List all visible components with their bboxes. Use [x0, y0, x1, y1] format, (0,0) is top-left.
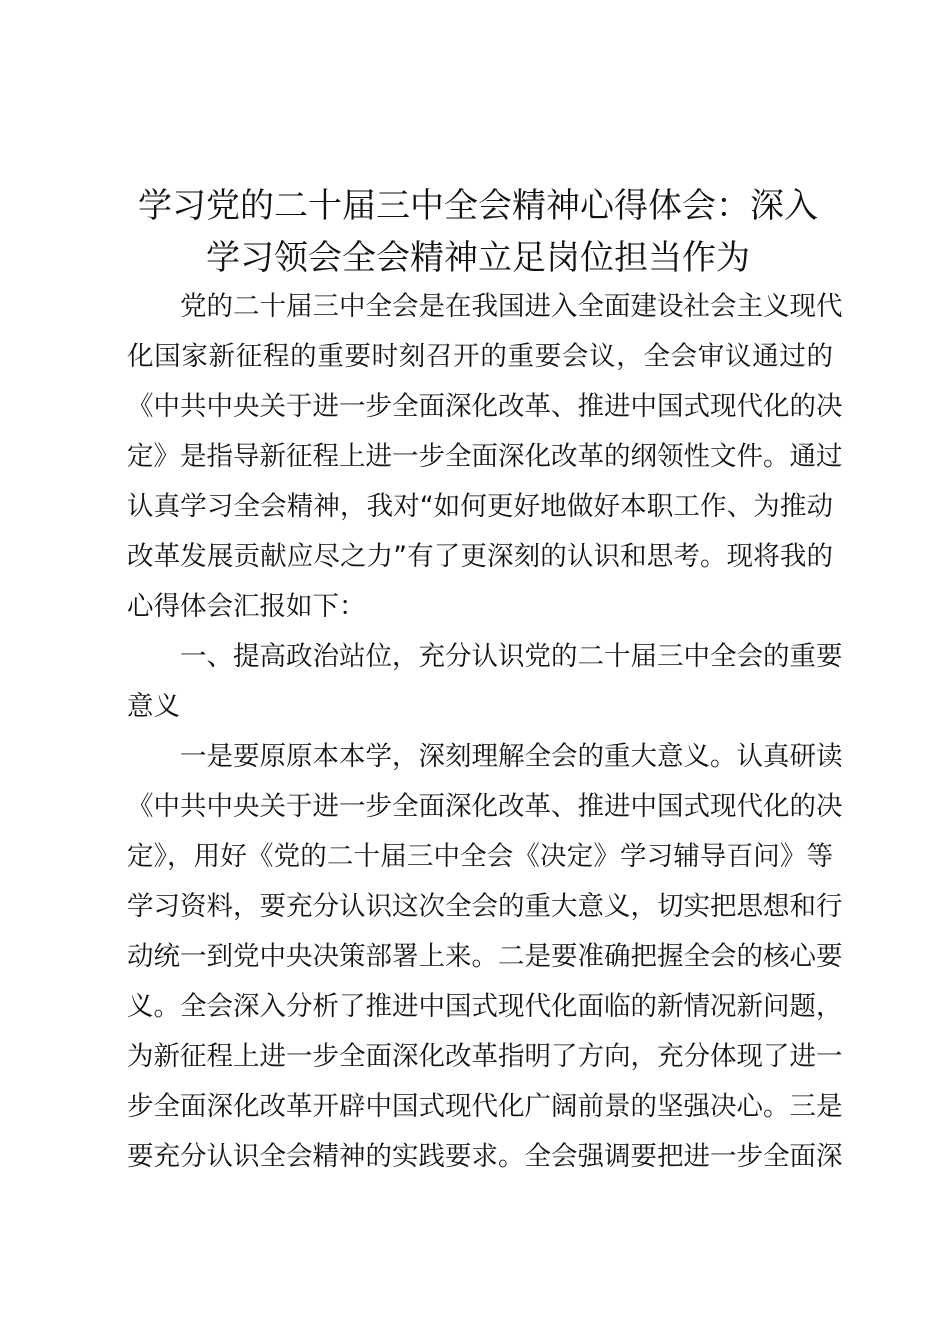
body-line-12: 定》，用好《党的二十届三中全会《决定》学习辅导百问》等: [127, 841, 833, 872]
body-line-14: 动统一到党中央决策部署上来。二是要准确把握全会的核心要: [127, 941, 843, 972]
body-line-10: 一是要原原本本学，深刻理解全会的重大意义。认真研读: [180, 741, 843, 772]
body-line-15: 义。全会深入分析了推进中国式现代化面临的新情况新问题，: [127, 991, 843, 1022]
body-line-6: 改革发展贡献应尽之力”有了更深刻的认识和思考。现将我的: [127, 541, 833, 572]
body-line-11: 《中共中央关于进一步全面深化改革、推进中国式现代化的决: [127, 791, 843, 822]
body-line-18: 要充分认识全会精神的实践要求。全会强调要把进一步全面深: [127, 1141, 843, 1172]
body-line-4: 定》是指导新征程上进一步全面深化改革的纲领性文件。通过: [127, 441, 843, 472]
body-line-7: 心得体会汇报如下：: [127, 591, 366, 622]
title-line-1: 学习党的二十届三中全会精神心得体会：深入: [138, 186, 818, 226]
section-heading-line-1: 一、提高政治站位，充分认识党的二十届三中全会的重要: [180, 641, 843, 672]
body-line-3: 《中共中央关于进一步全面深化改革、推进中国式现代化的决: [127, 391, 843, 422]
body-line-17: 步全面深化改革开辟中国式现代化广阔前景的坚强决心。三是: [127, 1091, 843, 1122]
title-line-2: 学习领会全会精神立足岗位担当作为: [206, 238, 750, 278]
document-title: [120, 180, 836, 284]
body-line-16: 为新征程上进一步全面深化改革指明了方向，充分体现了进一: [127, 1041, 843, 1072]
body-line-2: 化国家新征程的重要时刻召开的重要会议，全会审议通过的: [127, 341, 833, 372]
body-line-1: 党的二十届三中全会是在我国进入全面建设社会主义现代: [180, 291, 843, 322]
body-line-13: 学习资料，要充分认识这次全会的重大意义，切实把思想和行: [127, 891, 843, 922]
section-heading-line-2: 意义: [127, 691, 180, 722]
body-line-5: 认真学习全会精神，我对“如何更好地做好本职工作、为推动: [127, 491, 833, 522]
